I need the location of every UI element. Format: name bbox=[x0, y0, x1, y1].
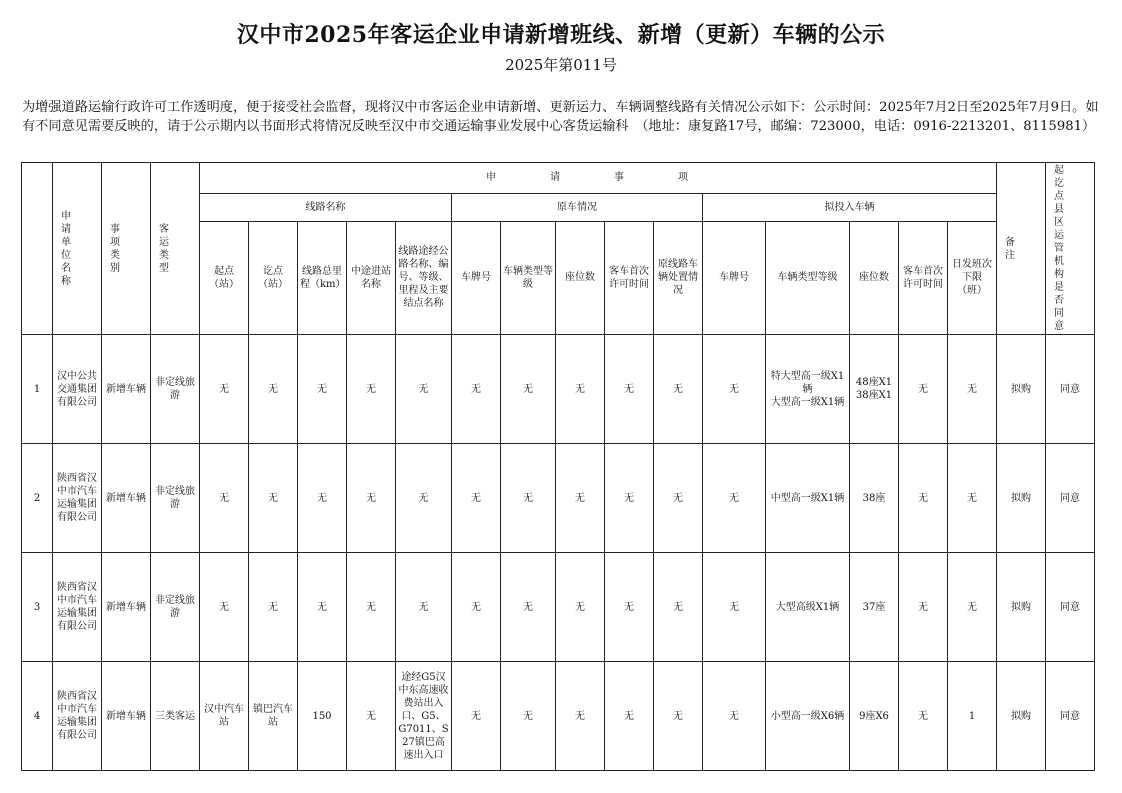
cell-remarks: 拟购 bbox=[997, 444, 1046, 553]
cell-orig-disposal: 无 bbox=[654, 662, 703, 771]
cell-orig-seats: 无 bbox=[556, 553, 605, 662]
cell-county-agree: 同意 bbox=[1046, 662, 1095, 771]
cell-daily-trips: 1 bbox=[948, 662, 997, 771]
cell-transport-type: 非定线旅游 bbox=[151, 444, 200, 553]
cell-transport-type: 非定线旅游 bbox=[151, 553, 200, 662]
cell-end: 无 bbox=[249, 553, 298, 662]
cell-mileage: 无 bbox=[298, 444, 347, 553]
cell-new-vtype: 中型高一级X1辆 bbox=[766, 444, 850, 553]
cell-end: 镇巴汽车站 bbox=[249, 662, 298, 771]
cell-applicant: 陕西省汉中市汽车运输集团有限公司 bbox=[53, 553, 102, 662]
cell-orig-vtype: 无 bbox=[501, 335, 556, 444]
cell-new-vtype bbox=[766, 335, 850, 444]
cell-daily-trips: 无 bbox=[948, 444, 997, 553]
cell-orig-disposal: 无 bbox=[654, 553, 703, 662]
new-vtype-line: 特大型高一级X1辆 bbox=[770, 370, 845, 395]
cell-matter-type: 新增车辆 bbox=[102, 553, 151, 662]
cell-orig-plate: 无 bbox=[452, 335, 501, 444]
cell-mileage: 无 bbox=[298, 553, 347, 662]
cell-new-seats: 9座X6 bbox=[850, 662, 899, 771]
header-mileage: 线路总里程（km） bbox=[298, 221, 347, 334]
cell-applicant: 汉中公共交通集团有限公司 bbox=[53, 335, 102, 444]
header-planned-group: 拟投入车辆 bbox=[703, 193, 997, 221]
cell-orig-first-permit: 无 bbox=[605, 553, 654, 662]
header-transport-type: 客运类型 bbox=[151, 163, 200, 335]
application-table bbox=[21, 162, 1095, 771]
table-row bbox=[22, 662, 1095, 771]
header-new-plate: 车牌号 bbox=[703, 221, 766, 334]
table-row bbox=[22, 444, 1095, 553]
cell-route-via: 无 bbox=[396, 335, 452, 444]
cell-start: 无 bbox=[200, 444, 249, 553]
cell-route-via: 无 bbox=[396, 444, 452, 553]
new-seats-line: 48座X1 bbox=[855, 377, 893, 388]
cell-new-plate: 无 bbox=[703, 335, 766, 444]
header-new-first-permit: 客车首次许可时间 bbox=[899, 221, 948, 334]
cell-midway: 无 bbox=[347, 335, 396, 444]
cell-end: 无 bbox=[249, 444, 298, 553]
header-orig-plate: 车牌号 bbox=[452, 221, 501, 334]
cell-orig-vtype: 无 bbox=[501, 444, 556, 553]
header-orig-seats: 座位数 bbox=[556, 221, 605, 334]
cell-orig-plate: 无 bbox=[452, 444, 501, 553]
cell-orig-first-permit: 无 bbox=[605, 662, 654, 771]
cell-orig-seats: 无 bbox=[556, 662, 605, 771]
cell-remarks: 拟购 bbox=[997, 662, 1046, 771]
cell-orig-vtype: 无 bbox=[501, 662, 556, 771]
header-new-vtype: 车辆类型等级 bbox=[766, 221, 850, 334]
cell-midway: 无 bbox=[347, 553, 396, 662]
cell-matter-type: 新增车辆 bbox=[102, 662, 151, 771]
header-new-seats: 座位数 bbox=[850, 221, 899, 334]
cell-new-first-permit: 无 bbox=[899, 553, 948, 662]
cell-orig-first-permit: 无 bbox=[605, 335, 654, 444]
cell-new-first-permit: 无 bbox=[899, 662, 948, 771]
header-remarks: 备注 bbox=[997, 163, 1046, 335]
cell-county-agree: 同意 bbox=[1046, 553, 1095, 662]
cell-transport-type: 三类客运 bbox=[151, 662, 200, 771]
cell-transport-type: 非定线旅游 bbox=[151, 335, 200, 444]
header-end: 讫点（站） bbox=[249, 221, 298, 334]
header-county-agree: 起讫点县区运管机构是否同意 bbox=[1046, 163, 1095, 335]
cell-midway: 无 bbox=[347, 662, 396, 771]
cell-orig-vtype: 无 bbox=[501, 553, 556, 662]
cell-new-seats: 37座 bbox=[850, 553, 899, 662]
new-seats-line: 38座X1 bbox=[855, 390, 893, 401]
cell-end: 无 bbox=[249, 335, 298, 444]
cell-matter-type: 新增车辆 bbox=[102, 335, 151, 444]
cell-remarks: 拟购 bbox=[997, 335, 1046, 444]
cell-orig-plate: 无 bbox=[452, 553, 501, 662]
cell-daily-trips: 无 bbox=[948, 335, 997, 444]
cell-orig-seats: 无 bbox=[556, 335, 605, 444]
cell-applicant: 陕西省汉中市汽车运输集团有限公司 bbox=[53, 444, 102, 553]
header-midway: 中途进站名称 bbox=[347, 221, 396, 334]
header-index bbox=[22, 163, 53, 335]
header-start: 起点（站） bbox=[200, 221, 249, 334]
cell-start: 汉中汽车站 bbox=[200, 662, 249, 771]
header-daily-trips: 日发班次下限（班） bbox=[948, 221, 997, 334]
document-number: 2025年第011号 bbox=[505, 56, 617, 74]
page-title: 汉中市2025年客运企业申请新增班线、新增（更新）车辆的公示 bbox=[236, 22, 886, 48]
cell-route-via: 途经G5汉中东高速收费站出入口、G5、G7011、S27镇巴高速出入口 bbox=[396, 662, 452, 771]
cell-new-plate: 无 bbox=[703, 662, 766, 771]
row-index: 3 bbox=[22, 553, 53, 662]
cell-orig-disposal: 无 bbox=[654, 444, 703, 553]
cell-new-seats bbox=[850, 335, 899, 444]
header-applicant: 申请单位名称 bbox=[53, 163, 102, 335]
cell-matter-type: 新增车辆 bbox=[102, 444, 151, 553]
cell-new-first-permit: 无 bbox=[899, 444, 948, 553]
header-route-group: 线路名称 bbox=[200, 193, 452, 221]
header-original-group: 原车情况 bbox=[452, 193, 703, 221]
header-apply-items: 申 请 事 项 bbox=[200, 163, 997, 194]
cell-start: 无 bbox=[200, 553, 249, 662]
table-row bbox=[22, 335, 1095, 444]
header-orig-vtype: 车辆类型等级 bbox=[501, 221, 556, 334]
cell-new-first-permit: 无 bbox=[899, 335, 948, 444]
cell-county-agree: 同意 bbox=[1046, 335, 1095, 444]
cell-new-vtype: 大型高级X1辆 bbox=[766, 553, 850, 662]
cell-mileage: 无 bbox=[298, 335, 347, 444]
cell-route-via: 无 bbox=[396, 553, 452, 662]
cell-remarks: 拟购 bbox=[997, 553, 1046, 662]
notice-paragraph: 为增强道路运输行政许可工作透明度，便于接受社会监督，现将汉中市客运企业申请新增、更新运力、车辆调整线路有关情况公示如下：公示时间：2025年7月2日至2025年7月9日。如有不同意见需要反映的，请于公示期内以书面形式将情况反映至汉中市交通运输事业发展中心客货运输科 （地址：康复路17号，邮编：723000，电话：0916-2213201、8115981） bbox=[22, 100, 1099, 134]
header-orig-first-permit: 客车首次许可时间 bbox=[605, 221, 654, 334]
cell-new-plate: 无 bbox=[703, 444, 766, 553]
cell-orig-first-permit: 无 bbox=[605, 444, 654, 553]
cell-new-vtype: 小型高一级X6辆 bbox=[766, 662, 850, 771]
new-vtype-line: 大型高一级X1辆 bbox=[770, 396, 845, 408]
cell-start: 无 bbox=[200, 335, 249, 444]
cell-new-plate: 无 bbox=[703, 553, 766, 662]
header-orig-disposal: 原线路车辆处置情况 bbox=[654, 221, 703, 334]
cell-county-agree: 同意 bbox=[1046, 444, 1095, 553]
table-row bbox=[22, 553, 1095, 662]
cell-daily-trips: 无 bbox=[948, 553, 997, 662]
header-row-1 bbox=[22, 163, 1095, 194]
cell-midway: 无 bbox=[347, 444, 396, 553]
row-index: 4 bbox=[22, 662, 53, 771]
header-route-via: 线路途经公路名称、编号、等级、里程及主要结点名称 bbox=[396, 221, 452, 334]
cell-orig-plate: 无 bbox=[452, 662, 501, 771]
cell-applicant: 陕西省汉中市汽车运输集团有限公司 bbox=[53, 662, 102, 771]
row-index: 2 bbox=[22, 444, 53, 553]
cell-new-seats: 38座 bbox=[850, 444, 899, 553]
cell-mileage: 150 bbox=[298, 662, 347, 771]
row-index: 1 bbox=[22, 335, 53, 444]
cell-orig-seats: 无 bbox=[556, 444, 605, 553]
cell-orig-disposal: 无 bbox=[654, 335, 703, 444]
header-matter-type: 事项类别 bbox=[102, 163, 151, 335]
